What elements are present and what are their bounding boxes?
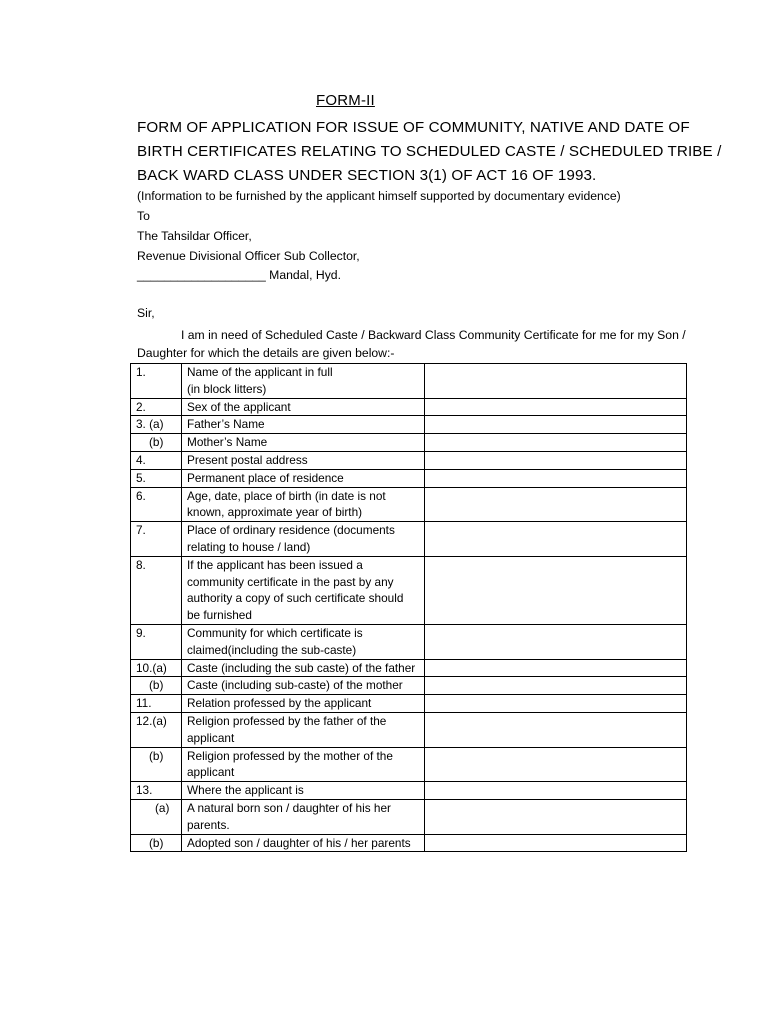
row-number: (b) [131,677,182,695]
row-label: Where the applicant is [182,782,425,800]
row-number: 4. [131,451,182,469]
row-number: 1. [131,364,182,399]
table-row [131,434,687,452]
row-value-field[interactable] [425,659,687,677]
row-label: Religion professed by the father of the applicant [182,712,425,747]
row-value-field[interactable] [425,364,687,399]
row-number: 11. [131,695,182,713]
row-value-field[interactable] [425,695,687,713]
row-number: (b) [131,747,182,782]
application-details-table [130,363,687,852]
table-row [131,799,687,834]
row-label: Name of the applicant in full (in block litters) [182,364,425,399]
table-row [131,451,687,469]
row-label: Place of ordinary residence (documents relating to house / land) [182,522,425,557]
address-line: Revenue Divisional Officer Sub Collector, [137,249,360,263]
row-label: Mother’s Name [182,434,425,452]
row-number: (b) [131,834,182,852]
table-row [131,364,687,399]
table-row [131,398,687,416]
row-label: Sex of the applicant [182,398,425,416]
heading-line: BACK WARD CLASS UNDER SECTION 3(1) OF ACT 16 OF 1993. [137,167,597,184]
row-label: Age, date, place of birth (in date is not known, approximate year of birth) [182,487,425,522]
row-label: Community for which certificate is claimed(including the sub-caste) [182,624,425,659]
row-number: 2. [131,398,182,416]
table-row [131,659,687,677]
row-number: 7. [131,522,182,557]
row-value-field[interactable] [425,416,687,434]
row-value-field[interactable] [425,624,687,659]
row-number: 10.(a) [131,659,182,677]
intro-paragraph [137,326,697,362]
row-label: Present postal address [182,451,425,469]
table-row [131,624,687,659]
table-row [131,416,687,434]
address-line-mandal: ___________________ Mandal, Hyd. [137,268,341,282]
row-number: (b) [131,434,182,452]
table-row [131,712,687,747]
table-row [131,487,687,522]
form-heading [137,116,722,188]
row-number: 13. [131,782,182,800]
row-value-field[interactable] [425,556,687,624]
table-row [131,677,687,695]
row-number: 3. (a) [131,416,182,434]
form-title: FORM-II [316,92,375,109]
row-value-field[interactable] [425,712,687,747]
intro-text: I am in need of Scheduled Caste / Backward Class Community Certificate for me for my Son / Daughter for which the details are given below:- [137,328,686,360]
table-row [131,782,687,800]
table-row [131,747,687,782]
row-label: Adopted son / daughter of his / her parents [182,834,425,852]
table-row [131,469,687,487]
heading-line: FORM OF APPLICATION FOR ISSUE OF COMMUNITY, NATIVE AND DATE OF [137,119,690,136]
row-value-field[interactable] [425,799,687,834]
heading-line: BIRTH CERTIFICATES RELATING TO SCHEDULED CASTE / SCHEDULED TRIBE / [137,143,722,160]
table-row [131,522,687,557]
row-value-field[interactable] [425,747,687,782]
row-number: 8. [131,556,182,624]
address-to: To [137,209,150,223]
row-number: 9. [131,624,182,659]
row-label: A natural born son / daughter of his her parents. [182,799,425,834]
row-label: Caste (including sub-caste) of the mother [182,677,425,695]
row-value-field[interactable] [425,398,687,416]
row-value-field[interactable] [425,522,687,557]
address-line: The Tahsildar Officer, [137,229,252,243]
row-number: 5. [131,469,182,487]
table-row [131,556,687,624]
row-value-field[interactable] [425,782,687,800]
info-note: (Information to be furnished by the applicant himself supported by documentary evidence) [137,189,621,203]
row-value-field[interactable] [425,451,687,469]
salutation: Sir, [137,306,155,320]
row-number: (a) [131,799,182,834]
row-value-field[interactable] [425,677,687,695]
row-value-field[interactable] [425,469,687,487]
row-label: Religion professed by the mother of the applicant [182,747,425,782]
row-label: Permanent place of residence [182,469,425,487]
row-number: 12.(a) [131,712,182,747]
row-value-field[interactable] [425,834,687,852]
table-row [131,695,687,713]
row-number: 6. [131,487,182,522]
row-label: If the applicant has been issued a community certificate in the past by any authority a copy of such certificate should be furnished [182,556,425,624]
row-label: Relation professed by the applicant [182,695,425,713]
row-value-field[interactable] [425,434,687,452]
row-label: Caste (including the sub caste) of the father [182,659,425,677]
table-row [131,834,687,852]
row-label: Father’s Name [182,416,425,434]
row-value-field[interactable] [425,487,687,522]
